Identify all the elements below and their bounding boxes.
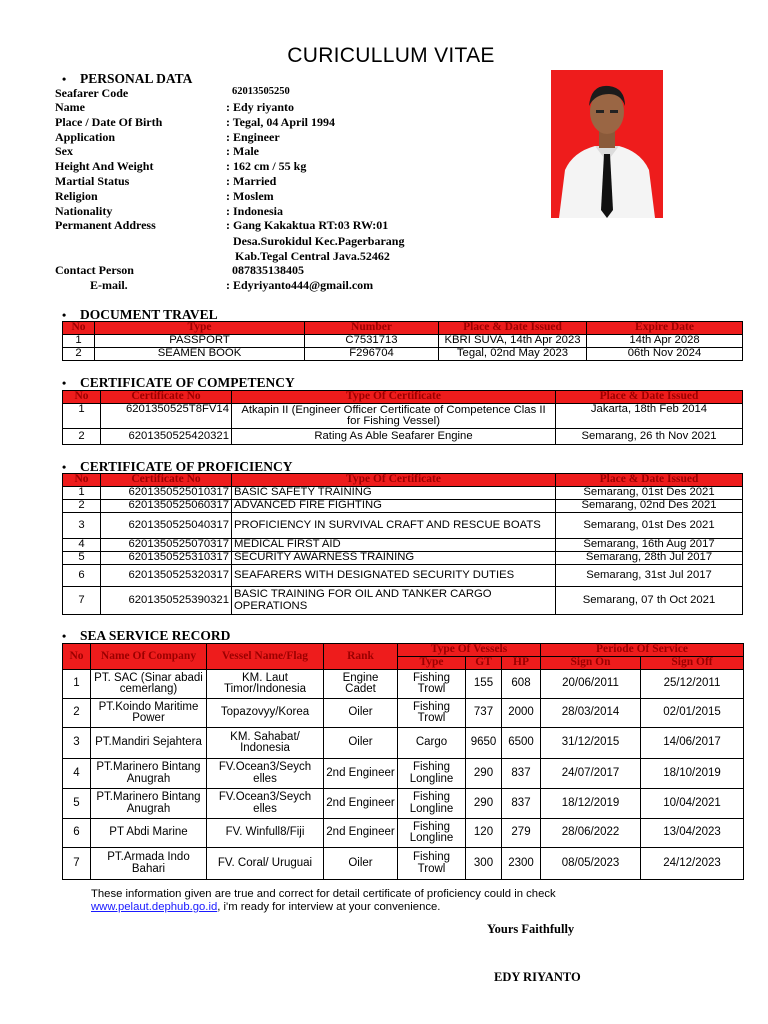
personal-data-heading: • PERSONAL DATA [62,71,193,86]
table-header-row: No Type Number Place & Date Issued Expire Date [63,322,743,335]
document-travel-heading: • DOCUMENT TRAVEL [62,307,218,322]
table-row: 1 6201350525010317 BASIC SAFETY TRAINING Semarang, 01st Des 2021 [63,487,743,500]
table-row: 6 PT Abdi Marine FV. Winfull8/Fiji 2nd Engineer Fishing Longline 120 279 28/06/2022 13/04/2023 [63,819,744,848]
pelaut-link[interactable]: www.pelaut.dephub.go.id [91,901,218,913]
table-row: 5 6201350525310317 SECURITY AWARNESS TRAINING Semarang, 28th Jul 2017 [63,552,743,565]
table-row: 2 6201350525060317 ADVANCED FIRE FIGHTING Semarang, 02nd Des 2021 [63,500,743,513]
table-row: 1 PASSPORT C7531713 KBRI SUVA, 14th Apr 2023 14th Apr 2028 [63,335,743,348]
table-row: 4 PT.Marinero Bintang Anugrah FV.Ocean3/Seych elles 2nd Engineer Fishing Longline 290 837 24/07/2017 18/10/2019 [63,759,744,789]
table-header-row: No Certificate No Type Of Certificate Place & Date Issued [63,474,743,487]
signature-name: EDY RIYANTO [494,970,581,984]
table-row: 5 PT.Marinero Bintang Anugrah FV.Ocean3/Seych elles 2nd Engineer Fishing Longline 290 837 18/12/2019 10/04/2021 [63,789,744,819]
coc-heading: • CERTIFICATE OF COMPETENCY [62,375,295,390]
table-row: 3 6201350525040317 PROFICIENCY IN SURVIVAL CRAFT AND RESCUE BOATS Semarang, 01st Des 2021 [63,513,743,539]
table-row: 3 PT.Mandiri Sejahtera KM. Sahabat/ Indonesia Oiler Cargo 9650 6500 31/12/2015 14/06/2017 [63,728,744,759]
table-row: 7 6201350525390321 BASIC TRAINING FOR OIL AND TANKER CARGO OPERATIONS Semarang, 07 th Oct 2021 [63,587,743,615]
table-header-row: No Certificate No Type Of Certificate Place & Date Issued [63,391,743,404]
declaration-text: These information given are true and correct for detail certificate of proficiency could in check www.pelaut.dephub.go.id, i'm ready for interview at your convenience. [91,888,556,913]
table-header-row: No Name Of Company Vessel Name/Flag Rank Type Of Vessels Periode Of Service [63,644,744,657]
table-row: 1 PT. SAC (Sinar abadi cemerlang) KM. Laut Timor/Indonesia Engine Cadet Fishing Trowl 155 608 20/06/2011 25/12/2011 [63,670,744,699]
profile-photo [551,70,663,218]
sea-service-heading: • SEA SERVICE RECORD [62,628,231,643]
person-photo-icon [551,70,663,218]
sea-service-table [62,643,744,880]
closing-text: Yours Faithfully [487,922,575,936]
table-row: 7 PT.Armada Indo Bahari FV. Coral/ Uruguai Oiler Fishing Trowl 300 2300 08/05/2023 24/12/2023 [63,848,744,880]
page-title: CURICULLUM VITAE [287,44,495,67]
document-travel-table [62,321,743,361]
coc-table [62,390,743,445]
table-row: 6 6201350525320317 SEAFARERS WITH DESIGNATED SECURITY DUTIES Semarang, 31st Jul 2017 [63,565,743,587]
table-row: 2 SEAMEN BOOK F296704 Tegal, 02nd May 2023 06th Nov 2024 [63,348,743,361]
cop-table [62,473,743,615]
table-row: 1 6201350525T8FV14 Atkapin II (Engineer Officer Certificate of Competence Clas II for Fishing Vessel) Jakarta, 18th Feb 2014 [63,404,743,429]
table-row: 2 6201350525420321 Rating As Able Seafarer Engine Semarang, 26 th Nov 2021 [63,429,743,445]
table-row: 2 PT.Koindo Maritime Power Topazovyy/Korea Oiler Fishing Trowl 737 2000 28/03/2014 02/01/2015 [63,699,744,728]
cop-heading: • CERTIFICATE OF PROFICIENCY [62,459,293,474]
table-header-row: Type GT HP Sign On Sign Off [63,657,744,670]
table-row: 4 6201350525070317 MEDICAL FIRST AID Semarang, 16th Aug 2017 [63,539,743,552]
